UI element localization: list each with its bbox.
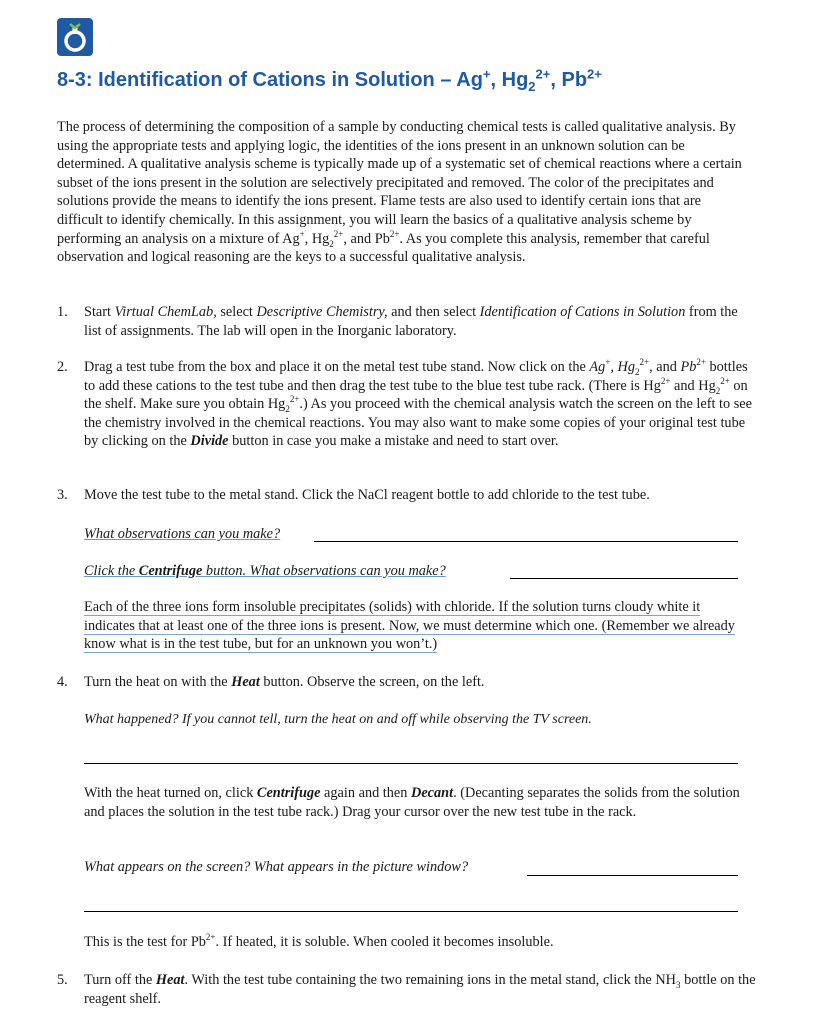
answer-line-3b[interactable] [510,578,738,579]
step-number: 5. [57,972,68,988]
answer-line-4b[interactable] [527,875,738,876]
intro-paragraph: The process of determining the composition of a sample by conducting chemical tests is called qualitative analysis. By using the appropriate tests and applying logic, the identities of the ions present in an unknown solution can be determined. A qualitative analysis scheme is typically made up of a systematic set of chemical reactions where a certain subset of the ions present in the solution are selectively precipitated and removed. The color of the precipitates and solutions provide the means to identify the ions present. Flame tests are also used to identify certain ions that are difficult to identify chemically. In this assignment, you will learn the basics of a qualitative analysis scheme by performing an analysis on a mixture of Ag+, $Hg_2^{2+}$, and $Pb^{2+}$. As you complete this analysis, remember that careful observation and logical reasoning are the keys to a successful qualitative analysis. [57,119,742,266]
question-3b: Click the Centrifuge button. What observations can you make? [84,563,446,579]
step-text: Move the test tube to the metal stand. Click the NaCl reagent bottle to add chloride to the test tube. [84,487,650,503]
question-4a: What happened? If you cannot tell, turn the heat on and off while observing the TV screen. [84,712,592,727]
step-1 [57,303,757,340]
step-5 [57,971,757,1008]
step-text: Turn the heat on with the Heat button. Observe the screen, on the left. [84,674,485,690]
answer-line-4a[interactable] [84,763,738,764]
step-4-note: This is the test for $Pb^{2+}$. If heated, it is soluble. When cooled it becomes insoluble. [84,932,554,950]
question-3a: What observations can you make? [84,526,281,542]
question-4b: What appears on the screen? What appears in the picture window? [84,859,469,875]
step-3 [57,486,757,505]
step-text: Turn off the Heat. With the test tube containing the two remaining ions in the metal stand, click the $NH_3$ bottle on the reagent shelf. [84,972,756,1007]
page-title: 8-3: Identification of Cations in Solution – Ag+, $Hg_2^{2+}$, $Pb^{2+}$ [57,66,602,94]
flask-logo-icon [57,18,93,56]
step-3-explanation: Each of the three ions form insoluble precipitates (solids) with chloride. If the solution turns cloudy white it indicates that at least one of the three ions is present. Now, we must determine which one. (Remember we already know what is in the test tube, but for an unknown you won’t.) [84,599,735,653]
step-number: 4. [57,674,68,690]
step-2 [57,358,757,451]
step-4 [57,673,757,692]
step-number: 3. [57,487,68,503]
step-4-instructions: With the heat turned on, click Centrifuge again and then Decant. (Decanting separates the solids from the solution and places the solution in the test tube rack.) Drag your cursor over the new test tube in the rack. [84,785,740,820]
step-number: 2. [57,359,68,375]
step-text: Drag a test tube from the box and place it on the metal test tube stand. Now click on the Ag+, $Hg_2^{2+}$, and $Pb^{2+}$ bottles to add these cations to the test tube and then drag the test tube to the blue test tube rack. (There is $Hg^{2+}$ and $Hg_2^{2+}$ on the shelf. Make sure you obtain $Hg_2^{2+}$.) As you proceed with the chemical analysis watch the screen on the left to see the chemistry involved in the chemical reactions. You may also want to make some copies of your original test tube by clicking on the Divide button in case you make a mistake and need to start over. [84,357,752,450]
step-number: 1. [57,304,68,320]
answer-line-3a[interactable] [314,541,738,542]
step-text: Start Virtual ChemLab, select Descriptive Chemistry, and then select Identification of Cations in Solution from the list of assignments. The lab will open in the Inorganic laboratory. [84,304,738,339]
answer-line-4c[interactable] [84,911,738,912]
